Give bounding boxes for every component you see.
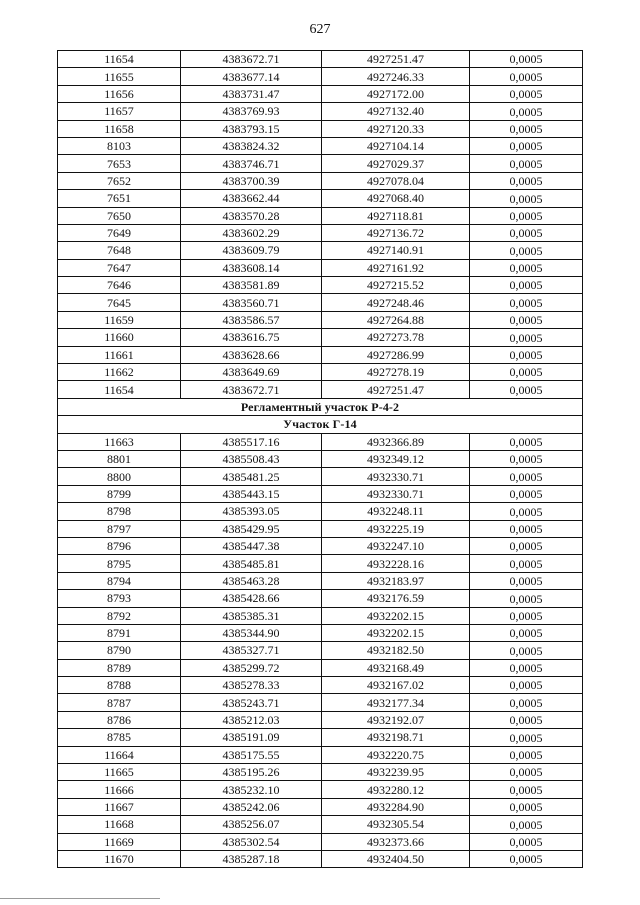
point-number-cell: 7652 xyxy=(58,172,181,189)
x-coordinate-cell: 4383616.75 xyxy=(181,329,322,346)
x-coordinate-cell: 4385212.03 xyxy=(181,711,322,728)
table-row xyxy=(58,642,583,659)
table-row xyxy=(58,485,583,502)
x-coordinate-cell: 4383560.71 xyxy=(181,294,322,311)
table-row xyxy=(58,503,583,520)
table-row xyxy=(58,259,583,276)
tolerance-cell: 0,0005 xyxy=(470,346,583,363)
subsection-heading: Участок Г-14 xyxy=(58,416,583,433)
table-row xyxy=(58,172,583,189)
point-number-cell: 8791 xyxy=(58,624,181,641)
point-number-cell: 8799 xyxy=(58,485,181,502)
tolerance-cell: 0,0005 xyxy=(470,520,583,537)
table-row xyxy=(58,381,583,398)
table-row xyxy=(58,450,583,467)
point-number-cell: 7648 xyxy=(58,242,181,259)
point-number-cell: 7649 xyxy=(58,224,181,241)
point-number-cell: 11667 xyxy=(58,798,181,815)
tolerance-cell: 0,0005 xyxy=(470,572,583,589)
point-number-cell: 8797 xyxy=(58,520,181,537)
tolerance-cell: 0,0005 xyxy=(470,607,583,624)
x-coordinate-cell: 4383586.57 xyxy=(181,311,322,328)
y-coordinate-cell: 4927161.92 xyxy=(322,259,470,276)
y-coordinate-cell: 4932167.02 xyxy=(322,677,470,694)
point-number-cell: 11663 xyxy=(58,433,181,450)
tolerance-cell: 0,0005 xyxy=(470,642,583,659)
x-coordinate-cell: 4383824.32 xyxy=(181,137,322,154)
tolerance-cell: 0,0005 xyxy=(470,798,583,815)
y-coordinate-cell: 4932349.12 xyxy=(322,450,470,467)
page-number: 627 xyxy=(309,22,331,37)
y-coordinate-cell: 4932177.34 xyxy=(322,694,470,711)
tolerance-cell: 0,0005 xyxy=(470,677,583,694)
point-number-cell: 8789 xyxy=(58,659,181,676)
tolerance-cell: 0,0005 xyxy=(470,172,583,189)
y-coordinate-cell: 4932239.95 xyxy=(322,764,470,781)
tolerance-cell: 0,0005 xyxy=(470,381,583,398)
tolerance-cell: 0,0005 xyxy=(470,850,583,867)
tolerance-cell: 0,0005 xyxy=(470,694,583,711)
x-coordinate-cell: 4383700.39 xyxy=(181,172,322,189)
y-coordinate-cell: 4927286.99 xyxy=(322,346,470,363)
x-coordinate-cell: 4385508.43 xyxy=(181,450,322,467)
y-coordinate-cell: 4927120.33 xyxy=(322,120,470,137)
point-number-cell: 11654 xyxy=(58,51,181,68)
point-number-cell: 7651 xyxy=(58,190,181,207)
y-coordinate-cell: 4927078.04 xyxy=(322,172,470,189)
x-coordinate-cell: 4383731.47 xyxy=(181,85,322,102)
section-heading: Регламентный участок Р-4-2 xyxy=(58,398,583,415)
y-coordinate-cell: 4932182.50 xyxy=(322,642,470,659)
table-row xyxy=(58,364,583,381)
table-row xyxy=(58,51,583,68)
table-row xyxy=(58,572,583,589)
y-coordinate-cell: 4932192.07 xyxy=(322,711,470,728)
tolerance-cell: 0,0005 xyxy=(470,207,583,224)
y-coordinate-cell: 4932330.71 xyxy=(322,468,470,485)
y-coordinate-cell: 4932202.15 xyxy=(322,624,470,641)
tolerance-cell: 0,0005 xyxy=(470,555,583,572)
x-coordinate-cell: 4383628.66 xyxy=(181,346,322,363)
tolerance-cell: 0,0005 xyxy=(470,242,583,259)
x-coordinate-cell: 4383793.15 xyxy=(181,120,322,137)
table-row xyxy=(58,711,583,728)
point-number-cell: 11656 xyxy=(58,85,181,102)
x-coordinate-cell: 4385447.38 xyxy=(181,537,322,554)
y-coordinate-cell: 4932248.11 xyxy=(322,503,470,520)
point-number-cell: 8796 xyxy=(58,537,181,554)
y-coordinate-cell: 4932366.89 xyxy=(322,433,470,450)
table-row xyxy=(58,520,583,537)
y-coordinate-cell: 4932373.66 xyxy=(322,833,470,850)
x-coordinate-cell: 4383672.71 xyxy=(181,381,322,398)
y-coordinate-cell: 4927136.72 xyxy=(322,224,470,241)
y-coordinate-cell: 4932220.75 xyxy=(322,746,470,763)
tolerance-cell: 0,0005 xyxy=(470,120,583,137)
point-number-cell: 11660 xyxy=(58,329,181,346)
x-coordinate-cell: 4385299.72 xyxy=(181,659,322,676)
tolerance-cell: 0,0005 xyxy=(470,468,583,485)
y-coordinate-cell: 4932183.97 xyxy=(322,572,470,589)
x-coordinate-cell: 4385429.95 xyxy=(181,520,322,537)
x-coordinate-cell: 4385327.71 xyxy=(181,642,322,659)
table-row xyxy=(58,207,583,224)
x-coordinate-cell: 4383649.69 xyxy=(181,364,322,381)
y-coordinate-cell: 4927278.19 xyxy=(322,364,470,381)
x-coordinate-cell: 4383672.71 xyxy=(181,51,322,68)
point-number-cell: 11659 xyxy=(58,311,181,328)
table-row xyxy=(58,190,583,207)
point-number-cell: 8790 xyxy=(58,642,181,659)
tolerance-cell: 0,0005 xyxy=(470,294,583,311)
table-row xyxy=(58,155,583,172)
x-coordinate-cell: 4383746.71 xyxy=(181,155,322,172)
table-row xyxy=(58,798,583,815)
x-coordinate-cell: 4383609.79 xyxy=(181,242,322,259)
x-coordinate-cell: 4383581.89 xyxy=(181,277,322,294)
y-coordinate-cell: 4932225.19 xyxy=(322,520,470,537)
y-coordinate-cell: 4932176.59 xyxy=(322,590,470,607)
y-coordinate-cell: 4932305.54 xyxy=(322,816,470,833)
y-coordinate-cell: 4927172.00 xyxy=(322,85,470,102)
tolerance-cell: 0,0005 xyxy=(470,155,583,172)
table-row xyxy=(58,103,583,120)
table-row xyxy=(58,311,583,328)
y-coordinate-cell: 4927251.47 xyxy=(322,51,470,68)
tolerance-cell: 0,0005 xyxy=(470,503,583,520)
x-coordinate-cell: 4385175.55 xyxy=(181,746,322,763)
x-coordinate-cell: 4385256.07 xyxy=(181,816,322,833)
y-coordinate-cell: 4932247.10 xyxy=(322,537,470,554)
x-coordinate-cell: 4383602.29 xyxy=(181,224,322,241)
y-coordinate-cell: 4927104.14 xyxy=(322,137,470,154)
x-coordinate-cell: 4385517.16 xyxy=(181,433,322,450)
y-coordinate-cell: 4932280.12 xyxy=(322,781,470,798)
section-heading-group xyxy=(58,398,583,433)
table-row xyxy=(58,764,583,781)
point-number-cell: 7650 xyxy=(58,207,181,224)
x-coordinate-cell: 4385481.25 xyxy=(181,468,322,485)
tolerance-cell: 0,0005 xyxy=(470,729,583,746)
x-coordinate-cell: 4385463.28 xyxy=(181,572,322,589)
table-row xyxy=(58,85,583,102)
tolerance-cell: 0,0005 xyxy=(470,450,583,467)
point-number-cell: 11665 xyxy=(58,764,181,781)
x-coordinate-cell: 4385278.33 xyxy=(181,677,322,694)
table-row xyxy=(58,277,583,294)
x-coordinate-cell: 4385302.54 xyxy=(181,833,322,850)
tolerance-cell: 0,0005 xyxy=(470,103,583,120)
table-row xyxy=(58,433,583,450)
tolerance-cell: 0,0005 xyxy=(470,764,583,781)
point-number-cell: 11666 xyxy=(58,781,181,798)
y-coordinate-cell: 4932284.90 xyxy=(322,798,470,815)
point-number-cell: 7647 xyxy=(58,259,181,276)
tolerance-cell: 0,0005 xyxy=(470,433,583,450)
section-heading-row xyxy=(58,398,583,415)
coordinates-table xyxy=(57,50,583,868)
tolerance-cell: 0,0005 xyxy=(470,364,583,381)
x-coordinate-cell: 4385232.10 xyxy=(181,781,322,798)
y-coordinate-cell: 4927132.40 xyxy=(322,103,470,120)
x-coordinate-cell: 4385195.26 xyxy=(181,764,322,781)
point-number-cell: 11668 xyxy=(58,816,181,833)
table-row xyxy=(58,242,583,259)
tolerance-cell: 0,0005 xyxy=(470,537,583,554)
y-coordinate-cell: 4927264.88 xyxy=(322,311,470,328)
y-coordinate-cell: 4927140.91 xyxy=(322,242,470,259)
tolerance-cell: 0,0005 xyxy=(470,137,583,154)
point-number-cell: 7653 xyxy=(58,155,181,172)
tolerance-cell: 0,0005 xyxy=(470,329,583,346)
y-coordinate-cell: 4927248.46 xyxy=(322,294,470,311)
point-number-cell: 8793 xyxy=(58,590,181,607)
table-row xyxy=(58,590,583,607)
tolerance-cell: 0,0005 xyxy=(470,624,583,641)
table-row xyxy=(58,694,583,711)
point-number-cell: 8786 xyxy=(58,711,181,728)
y-coordinate-cell: 4932404.50 xyxy=(322,850,470,867)
tolerance-cell: 0,0005 xyxy=(470,659,583,676)
table-row xyxy=(58,833,583,850)
x-coordinate-cell: 4385385.31 xyxy=(181,607,322,624)
y-coordinate-cell: 4932228.16 xyxy=(322,555,470,572)
tolerance-cell: 0,0005 xyxy=(470,711,583,728)
y-coordinate-cell: 4932168.49 xyxy=(322,659,470,676)
tolerance-cell: 0,0005 xyxy=(470,781,583,798)
table-row xyxy=(58,624,583,641)
x-coordinate-cell: 4385242.06 xyxy=(181,798,322,815)
tolerance-cell: 0,0005 xyxy=(470,485,583,502)
point-number-cell: 11669 xyxy=(58,833,181,850)
x-coordinate-cell: 4383769.93 xyxy=(181,103,322,120)
footer-rule xyxy=(0,898,160,899)
table-row xyxy=(58,816,583,833)
point-number-cell: 11670 xyxy=(58,850,181,867)
y-coordinate-cell: 4932330.71 xyxy=(322,485,470,502)
y-coordinate-cell: 4927068.40 xyxy=(322,190,470,207)
x-coordinate-cell: 4383570.28 xyxy=(181,207,322,224)
table-row xyxy=(58,329,583,346)
point-number-cell: 8800 xyxy=(58,468,181,485)
x-coordinate-cell: 4383662.44 xyxy=(181,190,322,207)
point-number-cell: 8788 xyxy=(58,677,181,694)
x-coordinate-cell: 4385191.09 xyxy=(181,729,322,746)
table-row xyxy=(58,137,583,154)
x-coordinate-cell: 4383677.14 xyxy=(181,68,322,85)
point-number-cell: 8103 xyxy=(58,137,181,154)
point-number-cell: 8795 xyxy=(58,555,181,572)
tolerance-cell: 0,0005 xyxy=(470,85,583,102)
tolerance-cell: 0,0005 xyxy=(470,816,583,833)
y-coordinate-cell: 4927029.37 xyxy=(322,155,470,172)
tolerance-cell: 0,0005 xyxy=(470,259,583,276)
tolerance-cell: 0,0005 xyxy=(470,590,583,607)
table-row xyxy=(58,677,583,694)
y-coordinate-cell: 4927118.81 xyxy=(322,207,470,224)
table-row xyxy=(58,746,583,763)
x-coordinate-cell: 4385287.18 xyxy=(181,850,322,867)
tolerance-cell: 0,0005 xyxy=(470,190,583,207)
point-number-cell: 11664 xyxy=(58,746,181,763)
table-row xyxy=(58,537,583,554)
y-coordinate-cell: 4927273.78 xyxy=(322,329,470,346)
point-number-cell: 11661 xyxy=(58,346,181,363)
subsection-heading-row xyxy=(58,416,583,433)
point-number-cell: 8794 xyxy=(58,572,181,589)
x-coordinate-cell: 4385443.15 xyxy=(181,485,322,502)
table-block-2 xyxy=(58,433,583,868)
table-row xyxy=(58,607,583,624)
table-row xyxy=(58,781,583,798)
table-row xyxy=(58,850,583,867)
point-number-cell: 8798 xyxy=(58,503,181,520)
table-row xyxy=(58,294,583,311)
tolerance-cell: 0,0005 xyxy=(470,833,583,850)
y-coordinate-cell: 4927246.33 xyxy=(322,68,470,85)
point-number-cell: 7646 xyxy=(58,277,181,294)
tolerance-cell: 0,0005 xyxy=(470,51,583,68)
table-row xyxy=(58,659,583,676)
point-number-cell: 11662 xyxy=(58,364,181,381)
x-coordinate-cell: 4385344.90 xyxy=(181,624,322,641)
point-number-cell: 11655 xyxy=(58,68,181,85)
point-number-cell: 7645 xyxy=(58,294,181,311)
table-row xyxy=(58,346,583,363)
table-row xyxy=(58,224,583,241)
table-block-1 xyxy=(58,51,583,399)
y-coordinate-cell: 4927251.47 xyxy=(322,381,470,398)
table-row xyxy=(58,68,583,85)
point-number-cell: 8787 xyxy=(58,694,181,711)
x-coordinate-cell: 4385485.81 xyxy=(181,555,322,572)
point-number-cell: 11654 xyxy=(58,381,181,398)
point-number-cell: 11657 xyxy=(58,103,181,120)
point-number-cell: 11658 xyxy=(58,120,181,137)
table-row xyxy=(58,729,583,746)
table-row xyxy=(58,555,583,572)
tolerance-cell: 0,0005 xyxy=(470,746,583,763)
tolerance-cell: 0,0005 xyxy=(470,311,583,328)
x-coordinate-cell: 4385393.05 xyxy=(181,503,322,520)
table-row xyxy=(58,120,583,137)
y-coordinate-cell: 4927215.52 xyxy=(322,277,470,294)
tolerance-cell: 0,0005 xyxy=(470,277,583,294)
x-coordinate-cell: 4385428.66 xyxy=(181,590,322,607)
y-coordinate-cell: 4932202.15 xyxy=(322,607,470,624)
y-coordinate-cell: 4932198.71 xyxy=(322,729,470,746)
point-number-cell: 8801 xyxy=(58,450,181,467)
point-number-cell: 8792 xyxy=(58,607,181,624)
tolerance-cell: 0,0005 xyxy=(470,68,583,85)
table-row xyxy=(58,468,583,485)
x-coordinate-cell: 4383608.14 xyxy=(181,259,322,276)
point-number-cell: 8785 xyxy=(58,729,181,746)
tolerance-cell: 0,0005 xyxy=(470,224,583,241)
x-coordinate-cell: 4385243.71 xyxy=(181,694,322,711)
